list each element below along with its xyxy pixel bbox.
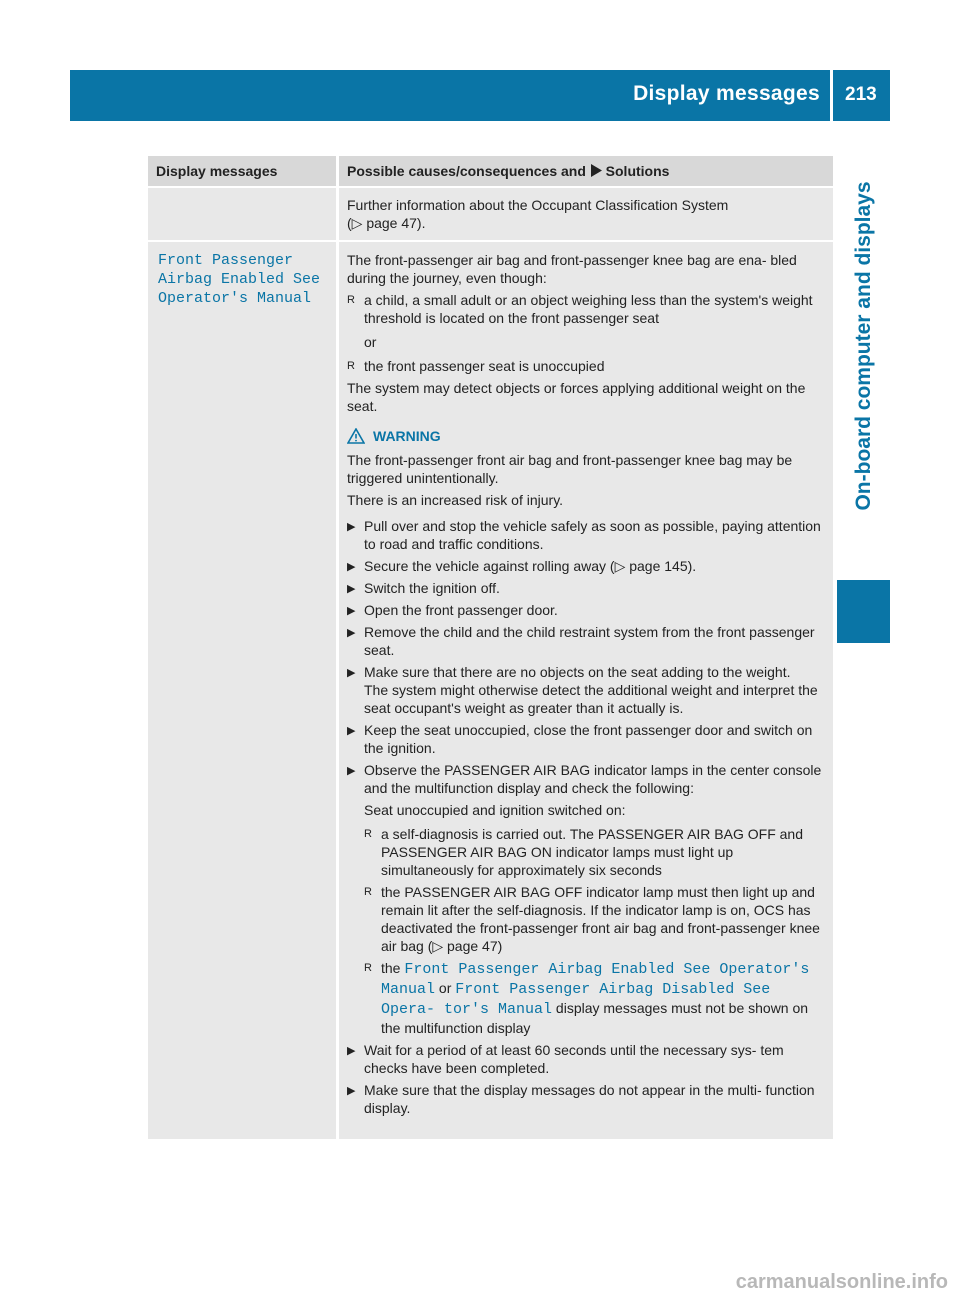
side-tab-label: On-board computer and displays bbox=[852, 181, 875, 511]
list-item: ▶ Make sure that the display messages do not appear in the multi- function display. bbox=[347, 1082, 815, 1116]
step-arrow-icon: ▶ bbox=[347, 521, 356, 533]
list-item: ▶ Switch the ignition off. bbox=[347, 580, 500, 596]
or-text: or bbox=[364, 334, 377, 350]
watermark: carmanualsonline.info bbox=[735, 1271, 948, 1293]
col-header-messages: Display messages bbox=[148, 156, 338, 187]
warning-text: The front-passenger front air bag and front-passenger knee bag may be triggered unintentionally. bbox=[347, 452, 793, 486]
arrow-right-icon bbox=[590, 164, 602, 177]
display-message-ref: Front Passenger Airbag Enabled See Operator's Manual bbox=[381, 961, 810, 998]
header-divider bbox=[830, 70, 833, 121]
step-arrow-icon: ▶ bbox=[347, 583, 356, 595]
list-item: R a self-diagnosis is carried out. The PASSENGER AIR BAG OFF and PASSENGER AIR BAG ON indicator lamps must light up simultaneously for approximately six seconds bbox=[364, 826, 803, 878]
step-arrow-icon: ▶ bbox=[347, 765, 356, 777]
side-tab-marker bbox=[837, 580, 890, 643]
table-row bbox=[148, 241, 833, 1139]
warning-triangle-icon bbox=[347, 428, 365, 444]
col-header-solutions: Possible causes/consequences and Solutions bbox=[338, 156, 834, 187]
list-item: ▶ Remove the child and the child restraint system from the front passenger seat. bbox=[347, 624, 815, 658]
display-message-line: Operator's Manual bbox=[158, 290, 312, 307]
list-item: ▶ Keep the seat unoccupied, close the front passenger door and switch on the ignition. bbox=[347, 722, 813, 756]
list-item: R a child, a small adult or an object weighing less than the system's weight threshold is located on the front passenger seat bbox=[347, 292, 813, 326]
list-item: ▶ Secure the vehicle against rolling away (▷ page 145). bbox=[347, 558, 697, 574]
display-message-ref: Front Passenger Airbag Disabled See Opera‐ tor's Manual bbox=[381, 981, 771, 1018]
bullet-icon: R bbox=[364, 886, 372, 898]
list-item: ▶ Pull over and stop the vehicle safely as soon as possible, paying attention to road and traffic conditions. bbox=[347, 518, 821, 552]
table-row bbox=[148, 187, 833, 241]
bullet-icon: R bbox=[364, 962, 372, 974]
warning-heading: WARNING bbox=[347, 427, 825, 445]
bullet-icon: R bbox=[364, 828, 372, 840]
step-arrow-icon: ▶ bbox=[347, 1085, 356, 1097]
list-item: ▶ Observe the PASSENGER AIR BAG indicator lamps in the center console and the multifunction display and check the following: bbox=[347, 762, 822, 796]
list-item: ▶ Wait for a period of at least 60 seconds until the necessary sys- tem checks have been completed. bbox=[347, 1042, 784, 1076]
step-arrow-icon: ▶ bbox=[347, 561, 356, 573]
list-item: R the PASSENGER AIR BAG OFF indicator lamp must then light up and remain lit after the self-diagnosis. If the indicator lamp is on, OCS has deactivated the front-passenger front air bag and front-passenger knee air bag (▷ page 47) bbox=[364, 884, 820, 954]
list-item: R the front passenger seat is unoccupied bbox=[347, 358, 605, 374]
display-message-line: Front Passenger bbox=[158, 252, 294, 269]
step-arrow-icon: ▶ bbox=[347, 1045, 356, 1057]
list-item: ▶ Open the front passenger door. bbox=[347, 602, 558, 618]
occupant-info-text: Further information about the Occupant Classification System bbox=[347, 197, 729, 213]
header-title: Display messages bbox=[633, 82, 820, 105]
bullet-icon: R bbox=[347, 294, 355, 306]
step-arrow-icon: ▶ bbox=[347, 627, 356, 639]
detect-text: The system may detect objects or forces applying additional weight on the seat. bbox=[347, 380, 806, 414]
page-number: 213 bbox=[845, 84, 877, 105]
display-messages-table bbox=[148, 156, 833, 1139]
seat-unoccupied-text: Seat unoccupied and ignition switched on: bbox=[364, 802, 626, 818]
step-arrow-icon: ▶ bbox=[347, 725, 356, 737]
step-arrow-icon: ▶ bbox=[347, 667, 356, 679]
intro-text: The front-passenger air bag and front-passenger knee bag are ena- bled during the journey, even though: bbox=[347, 252, 797, 286]
step-arrow-icon: ▶ bbox=[347, 605, 356, 617]
display-message-line: Airbag Enabled See bbox=[158, 271, 321, 288]
list-item: ▶ Make sure that there are no objects on the seat adding to the weight. The system might otherwise detect the additional weight and interpret the seat occupant's weight as greater than it actually is. bbox=[347, 664, 818, 716]
list-item: R the Front Passenger Airbag Enabled See Operator's Manual or Front Passenger Airbag Disabled See Opera‐ tor's Manual display messages must not be shown on the multifunction display bbox=[364, 960, 810, 1036]
bullet-icon: R bbox=[347, 360, 355, 372]
page-reference: (▷ page 47). bbox=[347, 215, 426, 231]
risk-text: There is an increased risk of injury. bbox=[347, 492, 564, 508]
page-header-bar bbox=[70, 70, 890, 121]
